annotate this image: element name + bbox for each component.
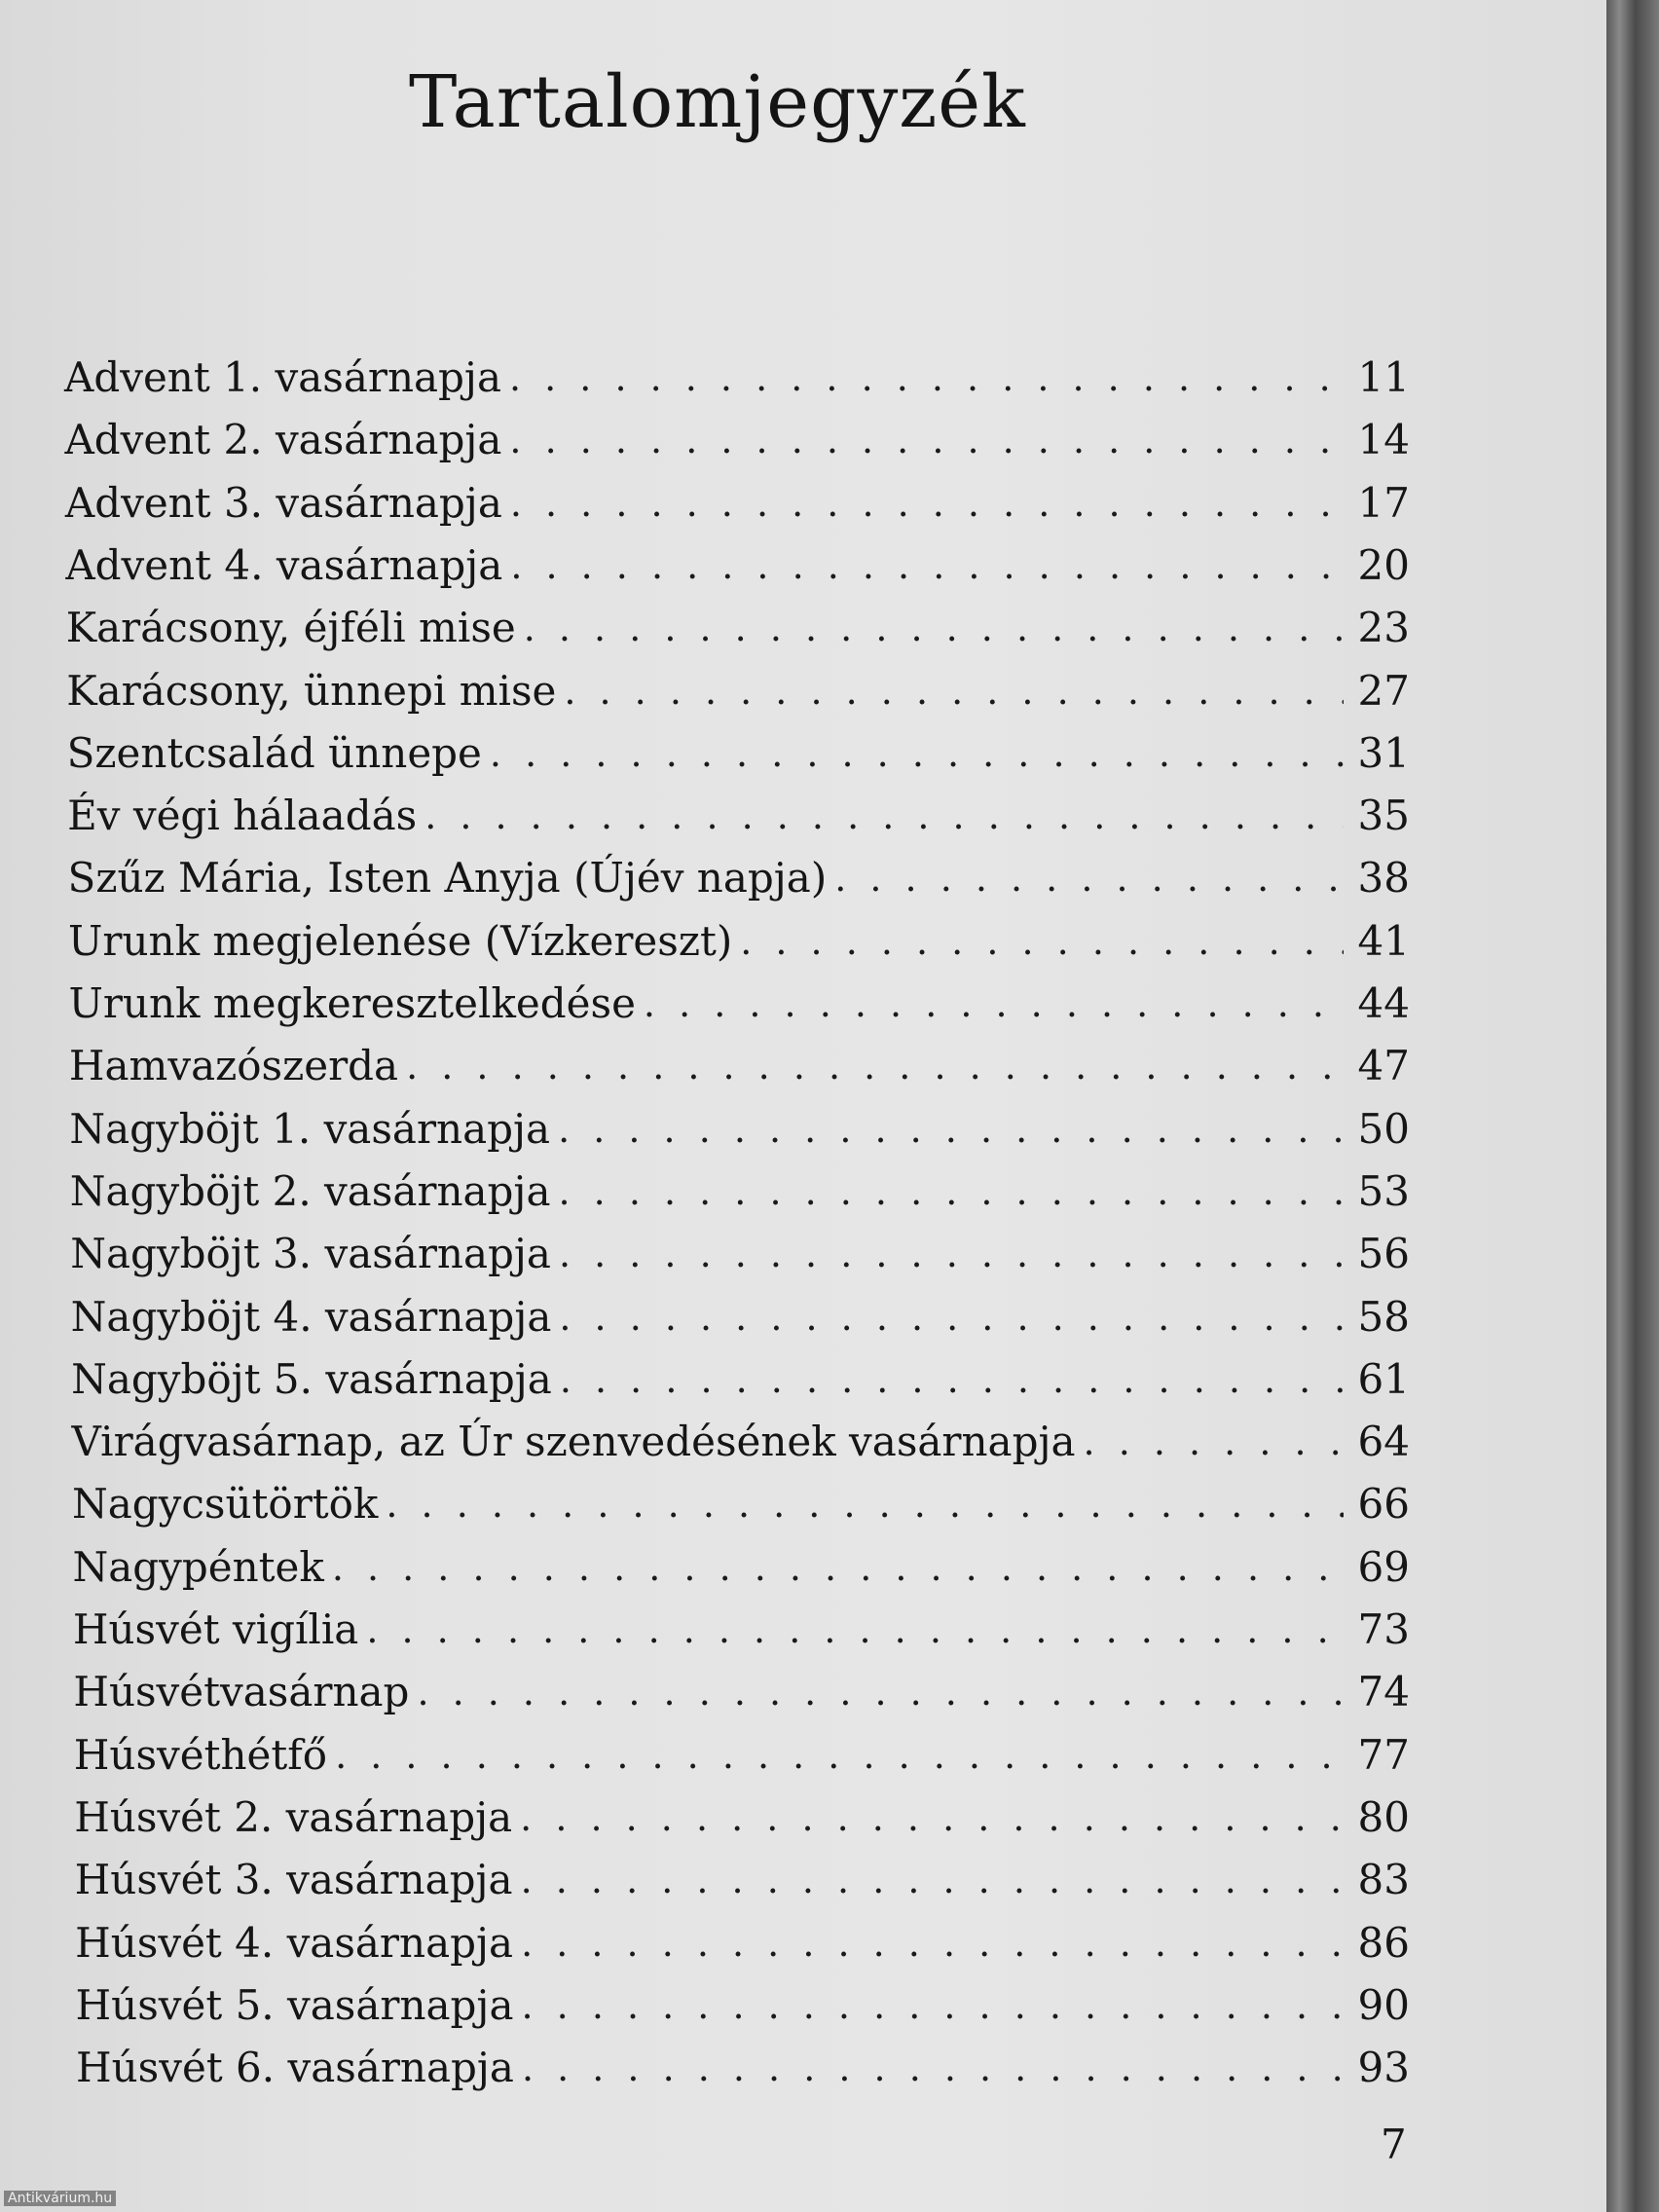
toc-dot-leader xyxy=(522,2046,1344,2091)
toc-entry-title: Nagyböjt 1. vasárnapja xyxy=(69,1104,551,1153)
toc-dot-leader xyxy=(524,607,1344,651)
toc-dot-leader xyxy=(521,1922,1344,1967)
toc-dot-leader xyxy=(332,1546,1344,1591)
toc-entry xyxy=(72,1407,1410,1465)
toc-dot-leader xyxy=(406,1045,1344,1089)
toc-entry-title: Hamvazószerda xyxy=(68,1042,399,1090)
toc-dot-leader xyxy=(559,1170,1344,1215)
toc-dot-leader xyxy=(644,982,1344,1027)
toc-entry xyxy=(72,1469,1410,1528)
toc-dot-leader xyxy=(834,857,1344,902)
toc-entry-title: Advent 1. vasárnapja xyxy=(64,353,501,401)
toc-dot-leader xyxy=(560,1358,1344,1403)
toc-entry-page-number: 50 xyxy=(1357,1104,1410,1153)
toc-entry-title: Virágvasárnap, az Úr szenvedésének vasárnapja xyxy=(71,1418,1076,1466)
toc-dot-leader xyxy=(417,1671,1344,1715)
toc-dot-leader xyxy=(424,794,1344,839)
toc-entry-page-number: 86 xyxy=(1357,1918,1410,1967)
toc-entry-title: Urunk megjelenése (Vízkereszt) xyxy=(68,916,733,965)
toc-entry-page-number: 56 xyxy=(1357,1230,1410,1278)
toc-entry-page-number: 80 xyxy=(1357,1792,1410,1841)
toc-entry-page-number: 27 xyxy=(1357,666,1410,715)
toc-entry-title: Húsvét 5. vasárnapja xyxy=(75,1980,514,2029)
toc-entry-title: Nagypéntek xyxy=(72,1542,324,1591)
toc-entry-title: Advent 4. vasárnapja xyxy=(65,540,503,589)
toc-entry xyxy=(69,1094,1410,1153)
page-number: 7 xyxy=(1381,2120,1407,2168)
toc-entry-page-number: 74 xyxy=(1357,1668,1410,1716)
toc-entry xyxy=(64,405,1410,463)
toc-entry-page-number: 58 xyxy=(1357,1292,1410,1341)
toc-entry xyxy=(67,719,1410,777)
toc-dot-leader xyxy=(366,1608,1344,1653)
toc-entry-title: Karácsony, éjféli mise xyxy=(65,604,516,652)
toc-dot-leader xyxy=(740,920,1344,965)
toc-entry xyxy=(64,343,1410,401)
toc-entry-title: Nagyböjt 2. vasárnapja xyxy=(69,1166,551,1215)
toc-entry-page-number: 17 xyxy=(1357,478,1410,527)
toc-entry-title: Nagycsütörtök xyxy=(72,1480,379,1529)
toc-entry-page-number: 64 xyxy=(1357,1418,1410,1466)
toc-dot-leader xyxy=(490,732,1344,777)
toc-dot-leader xyxy=(509,356,1344,401)
toc-dot-leader xyxy=(558,1108,1344,1153)
toc-entry-page-number: 83 xyxy=(1357,1856,1410,1904)
toc-entry-title: Nagyböjt 4. vasárnapja xyxy=(70,1292,552,1341)
toc-entry-page-number: 66 xyxy=(1357,1480,1410,1529)
toc-entry-title: Húsvét vigília xyxy=(72,1605,359,1653)
toc-entry-page-number: 90 xyxy=(1357,1980,1410,2029)
toc-entry xyxy=(68,843,1410,902)
book-spine-edge xyxy=(1606,0,1659,2212)
toc-entry-page-number: 11 xyxy=(1357,353,1410,401)
toc-entry xyxy=(76,2033,1410,2091)
toc-entry xyxy=(66,656,1410,715)
toc-entry-title: Karácsony, ünnepi mise xyxy=(66,666,557,715)
toc-entry xyxy=(66,593,1410,651)
toc-entry-title: Húsvét 3. vasárnapja xyxy=(74,1856,513,1904)
toc-entry-title: Nagyböjt 3. vasárnapja xyxy=(70,1230,551,1278)
toc-entry-page-number: 61 xyxy=(1357,1354,1410,1403)
toc-entry-title: Advent 3. vasárnapja xyxy=(64,478,502,527)
toc-entry-page-number: 31 xyxy=(1357,728,1410,777)
toc-entry-title: Húsvét 4. vasárnapja xyxy=(75,1918,514,1967)
toc-entry-page-number: 14 xyxy=(1357,416,1410,464)
toc-entry xyxy=(74,1783,1410,1841)
toc-entry xyxy=(74,1720,1410,1779)
toc-entry xyxy=(73,1595,1410,1653)
toc-entry-title: Nagyböjt 5. vasárnapja xyxy=(71,1354,552,1403)
toc-entry xyxy=(67,781,1410,839)
toc-dot-leader xyxy=(510,482,1344,527)
toc-entry-title: Urunk megkeresztelkedése xyxy=(68,979,636,1027)
toc-entry-page-number: 77 xyxy=(1357,1730,1410,1779)
toc-dot-leader xyxy=(559,1233,1344,1277)
toc-dot-leader xyxy=(335,1734,1344,1779)
toc-entry-page-number: 73 xyxy=(1357,1605,1410,1653)
toc-entry-page-number: 38 xyxy=(1357,854,1410,903)
toc-entry xyxy=(70,1219,1410,1277)
toc-dot-leader xyxy=(521,1859,1344,1903)
toc-entry-page-number: 69 xyxy=(1357,1542,1410,1591)
toc-entry-page-number: 35 xyxy=(1357,792,1410,840)
toc-entry-page-number: 53 xyxy=(1357,1166,1410,1215)
toc-entry xyxy=(72,1532,1410,1591)
toc-dot-leader xyxy=(386,1483,1344,1528)
toc-entry-title: Húsvéthétfő xyxy=(73,1730,328,1779)
toc-entry-title: Húsvétvasárnap xyxy=(73,1668,410,1716)
toc-entry-page-number: 41 xyxy=(1357,916,1410,965)
toc-entry-title: Év végi hálaadás xyxy=(67,792,418,840)
toc-entry-title: Húsvét 2. vasárnapja xyxy=(74,1792,513,1841)
toc-entry xyxy=(69,1031,1410,1089)
watermark-text: Antikvárium.hu xyxy=(4,2191,116,2206)
toc-entry xyxy=(76,1971,1410,2029)
toc-entry xyxy=(70,1157,1410,1215)
toc-entry xyxy=(71,1282,1410,1341)
toc-entry xyxy=(71,1345,1410,1403)
toc-entry-title: Szűz Mária, Isten Anyja (Újév napja) xyxy=(67,854,828,903)
toc-dot-leader xyxy=(510,544,1344,589)
toc-entry-page-number: 20 xyxy=(1357,540,1410,589)
toc-entry-page-number: 44 xyxy=(1357,979,1410,1027)
toc-entry xyxy=(65,531,1410,589)
page-title: Tartalomjegyzék xyxy=(409,60,1026,144)
toc-entry-page-number: 23 xyxy=(1357,604,1410,652)
toc-entry-page-number: 93 xyxy=(1357,2044,1410,2092)
toc-entry-title: Szentcsalád ünnepe xyxy=(66,728,482,777)
toc-entry-title: Húsvét 6. vasárnapja xyxy=(76,2044,514,2092)
toc-entry xyxy=(65,468,1410,527)
toc-dot-leader xyxy=(520,1796,1344,1841)
toc-entry xyxy=(75,1845,1410,1903)
toc-dot-leader xyxy=(522,1984,1344,2029)
toc-entry xyxy=(73,1657,1410,1715)
toc-dot-leader xyxy=(564,670,1344,715)
toc-dot-leader xyxy=(559,1296,1344,1341)
toc-dot-leader xyxy=(509,419,1344,463)
toc-entry xyxy=(68,906,1410,965)
toc-dot-leader xyxy=(1084,1420,1344,1465)
toc-entry xyxy=(68,969,1410,1027)
toc-entry-page-number: 47 xyxy=(1357,1042,1410,1090)
toc-entry xyxy=(75,1908,1410,1967)
toc-entry-title: Advent 2. vasárnapja xyxy=(64,416,502,464)
